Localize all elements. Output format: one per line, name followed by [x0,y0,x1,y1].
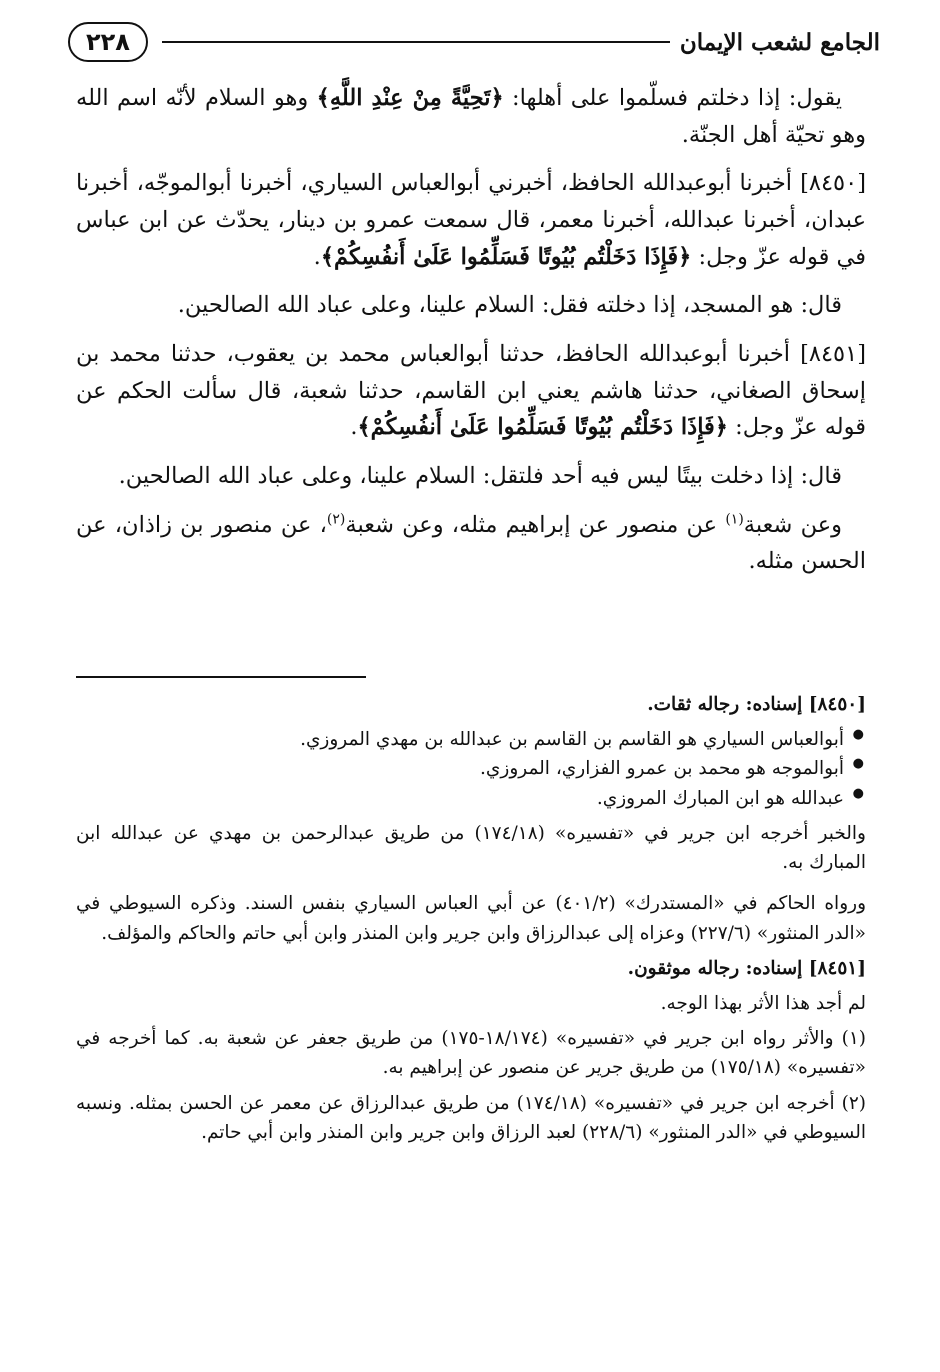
note-khabar: والخبر أخرجه ابن جرير في «تفسيره» (١٧٤/١٨) من طريق عبدالرحمن بن مهدي عن عبدالله ابن المبارك به. [76,822,866,874]
hadith-8450-text: [٨٤٥٠] أخبرنا أبوعبدالله الحافظ، أخبرني أبوالعباس السياري، أخبرنا أبوالموجّه، أخبرنا عبدان، أخبرنا عبدالله، أخبرنا معمر، قال سمعت عمرو بن دينار، يحدّث عن ابن عباس في قوله عزّ وجل: [76,170,866,270]
shuba-text-c: ، عن منصور بن زاذان، عن الحسن مثله. [76,511,866,575]
shuba-text-b: عن منصور عن إبراهيم مثله، وعن شعبة [345,511,726,538]
qal-paragraph-2: قال: إذا دخلت بيتًا ليس فيه أحد فلتقل: السلام علينا، وعلى عباد الله الصالحين. [118,463,842,490]
hadith-8451-end: . [350,414,358,441]
shuba-text-a: وعن شعبة [743,511,842,538]
intro-text-b: وهو السلام لأنّه اسم الله وهو تحيّة أهل الجنّة. [76,85,866,148]
intro-text-a: يقول: إذا دخلتم فسلّموا على أهلها: [503,85,842,111]
main-text [76,80,866,592]
note-8451-label: [٨٤٥١] إسناده: [745,957,866,979]
header-rule [162,41,670,43]
note-8450-text: رجاله ثقات. [647,694,746,715]
note-8450 [76,690,866,719]
footnote-2-label: (٢) [841,1092,866,1114]
footnote-2 [76,1089,866,1147]
note-rawahu: ورواه الحاكم في «المستدرك» (٤٠١/٢) عن أبي العباس السياري بنفس السند. وذكره السيوطي في «الدر المنثور» (٢٢٧/٦) وعزاه إلى عبدالرزاق وابن جرير وابن المنذر وابن أبي حاتم والحاكم والمؤلف. [76,893,867,944]
footnote-1-label: (١) [841,1028,866,1050]
page-number: ٢٢٨ [68,22,148,63]
shuba-paragraph [76,507,866,580]
page-header [68,14,880,70]
quran-verse: ﴿تَحِيَّةً مِنْ عِنْدِ اللَّهِ﴾ [316,85,504,111]
list-item: ● أبوالعباس السياري هو القاسم بن القاسم بن عبدالله بن مهدي المروزي. [76,725,844,754]
footnote-divider [76,676,366,678]
footnote-1-text: والأثر رواه ابن جرير في «تفسيره» (١٨/١٧٤-١٧٥) من طريق جعفر عن شعبة به. كما أخرجه في «تفسيره» (١٧٥/١٨) من طريق جرير عن منصور عن إبراهيم به. [76,1028,866,1079]
quran-verse: ﴿فَإِذَا دَخَلْتُم بُيُوتًا فَسَلِّمُوا عَلَىٰ أَنفُسِكُمْ﴾ [357,414,728,441]
hadith-8451-text: [٨٤٥١] أخبرنا أبوعبدالله الحافظ، حدثنا أبوالعباس محمد بن يعقوب، حدثنا محمد بن إسحاق الصغاني، حدثنا هاشم يعني ابن القاسم، حدثنا شعبة، قال سألت الحكم عن قوله عزّ وجل: [76,341,866,441]
hadith-8450 [76,165,866,275]
note-8451-text: رجاله موثقون. [627,957,746,979]
narrator-list [76,725,866,813]
list-item: ● عبدالله هو ابن المبارك المروزي. [76,784,844,813]
hadith-8451 [76,336,866,446]
notes-section [76,690,866,1153]
note-lam-ajid: لم أجد هذا الأثر بهذا الوجه. [660,992,866,1014]
footnote-ref-2[interactable]: (٢) [326,511,346,528]
note-8451 [76,954,866,983]
footnote-2-text: أخرجه ابن جرير في «تفسيره» (١٧٤/١٨) من طريق عبدالرزاق عن معمر عن الحسن بمثله. ونسبه السيوطي في «الدر المنثور» (٢٢٨/٦) لعبد الرزاق وابن جرير وابن المنذر وابن أبي حاتم. [76,1092,866,1143]
note-8450-label: [٨٤٥٠] إسناده: [745,694,866,715]
hadith-8450-end: . [313,243,321,270]
book-title: الجامع لشعب الإيمان [679,28,880,56]
qal-paragraph-1: قال: هو المسجد، إذا دخلته فقل: السلام علينا، وعلى عباد الله الصالحين. [177,292,842,319]
list-item: ● أبوالموجه هو محمد بن عمرو الفزاري، المروزي. [76,754,844,783]
footnote-ref-1[interactable]: (١) [725,511,744,528]
quran-verse: ﴿فَإِذَا دَخَلْتُم بُيُوتًا فَسَلِّمُوا عَلَىٰ أَنفُسِكُمْ﴾ [320,243,692,270]
intro-paragraph [76,80,866,153]
footnote-1 [76,1024,866,1082]
